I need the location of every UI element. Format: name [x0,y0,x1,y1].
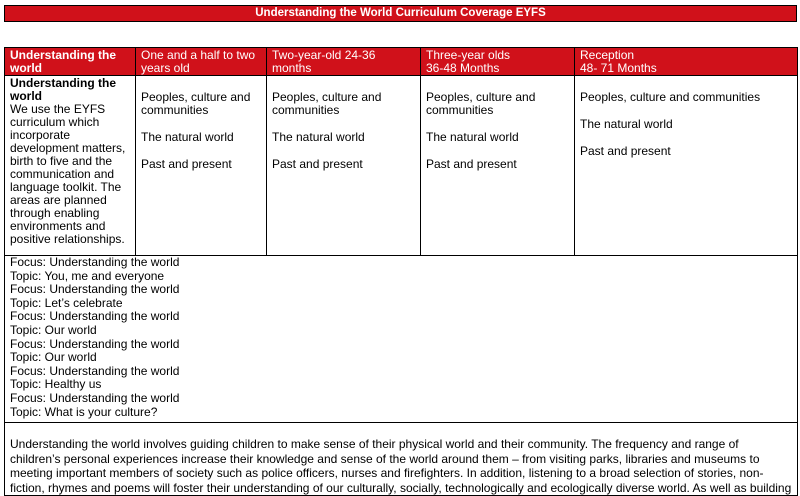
header-understanding-world: Understanding the world [5,48,136,76]
peoples-culture-communities: Peoples, culture and communities [426,90,536,117]
peoples-culture-communities: Peoples, culture and communities [580,90,761,104]
past-and-present: Past and present [580,144,671,158]
topic-line: Topic: You, me and everyone [10,268,165,283]
curriculum-table [4,47,798,496]
topics-cell [5,256,798,423]
description-cell [5,423,798,496]
topic-line: Topic: What is your culture? [10,404,158,419]
header-three-year-olds-line1: Three-year olds [426,48,511,62]
focus-line: Focus: Understanding the world [10,336,180,351]
header-reception [575,48,798,76]
stage-cell-three-year [421,76,575,256]
past-and-present: Past and present [426,157,517,171]
header-two-year-old-line2: months [272,61,312,75]
topic-line: Topic: Healthy us [10,377,102,392]
header-row [5,48,798,76]
header-three-year-olds-line2: 36-48 Months [426,61,500,75]
focus-line: Focus: Understanding the world [10,390,180,405]
topics-row [5,256,798,423]
description-row [5,423,798,496]
stages-row [5,76,798,256]
focus-line: Focus: Understanding the world [10,363,180,378]
header-reception-line2: 48- 71 Months [580,61,657,75]
topic-line: Topic: Our world [10,350,97,365]
the-natural-world: The natural world [580,117,673,131]
stage-cell-reception [575,76,798,256]
stage-cell-one-half [136,76,267,256]
description-text: Understanding the world involves guiding children to make sense of their physical world and their community. The frequency and range of children’s personal experiences increase their knowledge and sense of the world around them – from visiting parks, libraries and museums to meeting important members of society such as police officers, nurses and firefighters. In addition, listening to a broad selection of stories, non-fiction, rhymes and poems will foster their understanding of our culturally, socially, technologically and ecologically diverse world. As well as building [10,437,792,495]
header-two-year-old-line1: Two-year-old 24-36 [272,48,376,62]
the-natural-world: The natural world [272,130,365,144]
document-title: Understanding the World Curriculum Coverage EYFS [4,5,797,22]
the-natural-world: The natural world [426,130,519,144]
header-one-half-to-two: One and a half to two years old [136,48,267,76]
focus-line: Focus: Understanding the world [10,309,180,324]
intro-text: We use the EYFS curriculum which incorporate development matters, birth to five and the communication and language toolkit. The areas are planned through enabling environments and positive relationships. [10,102,126,246]
past-and-present: Past and present [272,157,363,171]
header-three-year-olds [421,48,575,76]
past-and-present: Past and present [141,157,232,171]
stage-cell-two-year [267,76,421,256]
focus-line: Focus: Understanding the world [10,282,180,297]
intro-cell [5,76,136,256]
header-reception-line1: Reception [580,48,635,62]
the-natural-world: The natural world [141,130,234,144]
topic-line: Topic: Let’s celebrate [10,295,123,310]
peoples-culture-communities: Peoples, culture and communities [141,90,251,117]
topic-line: Topic: Our world [10,322,97,337]
intro-heading: Understanding the world [10,76,117,103]
focus-line: Focus: Understanding the world [10,255,180,269]
peoples-culture-communities: Peoples, culture and communities [272,90,382,117]
header-two-year-old [267,48,421,76]
